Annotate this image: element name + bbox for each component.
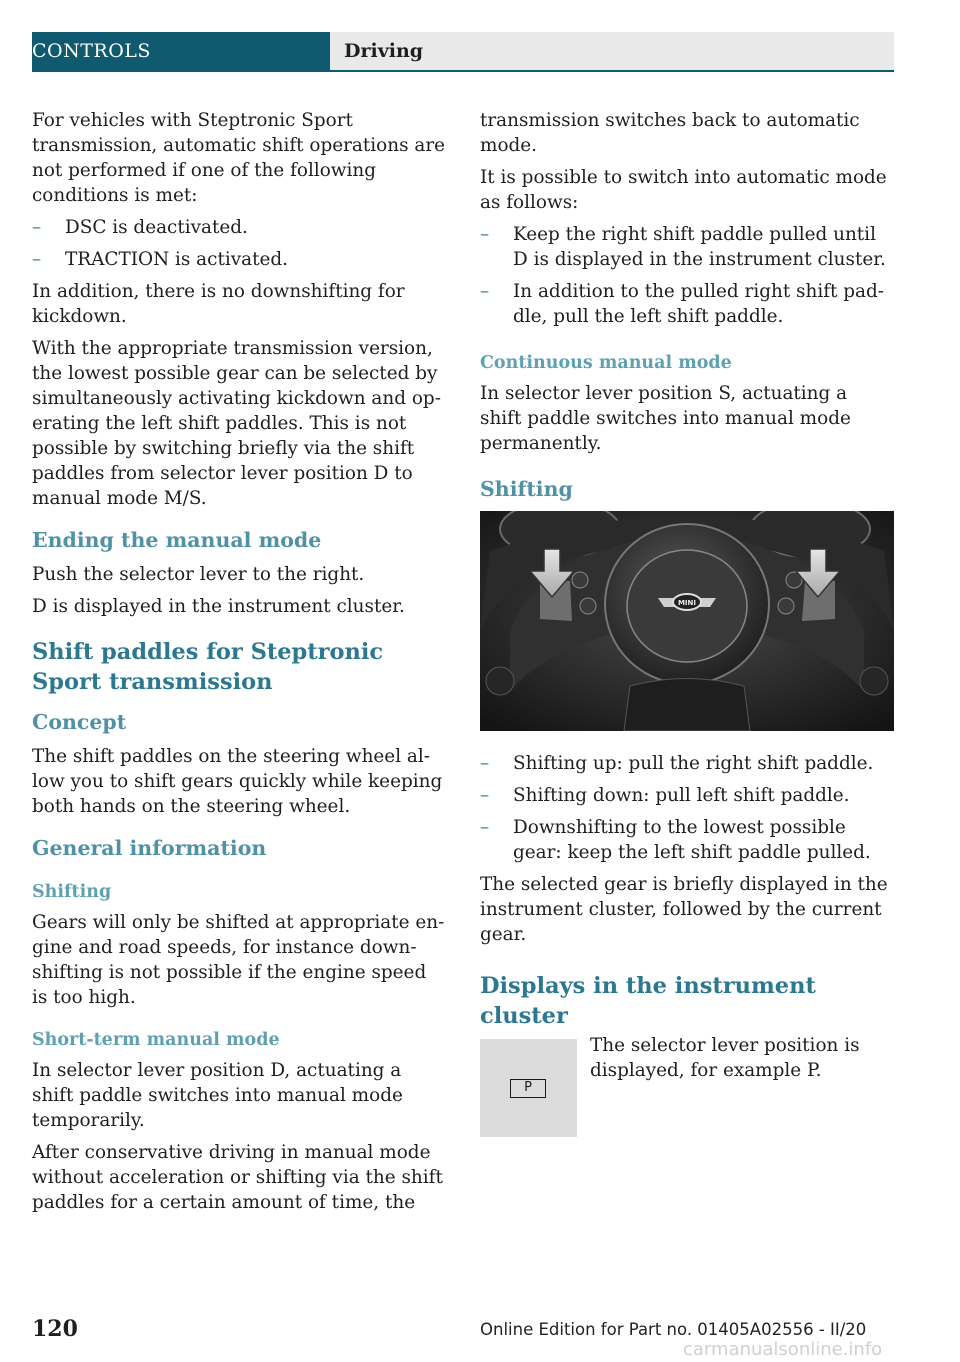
page-number: 120 bbox=[32, 1316, 78, 1342]
display-example bbox=[480, 1035, 894, 1137]
shifting-paragraph: Gears will only be shifted at appropriate engine and road speeds, for instance downshifting is not possible if the engine speed is too high. bbox=[32, 912, 445, 1008]
wheel-logo-text: MINI bbox=[677, 599, 697, 607]
heading-displays-instrument-cluster: Displays in the instrument cluster bbox=[480, 973, 816, 1029]
heading-general-information: General information bbox=[32, 836, 267, 860]
list-item: – Keep the right shift paddle pulled until D is displayed in the instrument cluster. bbox=[480, 222, 894, 272]
edition-footer: Online Edition for Part no. 01405A02556 - II/20 bbox=[480, 1320, 867, 1339]
section-label: CONTROLS bbox=[32, 40, 151, 62]
after-driving-paragraph: After conservative driving in manual mode without acceleration or shifting via the shift paddles for a certain amount of time, the bbox=[32, 1142, 443, 1213]
heading-shifting: Shifting bbox=[32, 882, 112, 902]
list-item: – In addition to the pulled right shift paddle, pull the left shift paddle. bbox=[480, 279, 894, 329]
section-tab bbox=[32, 32, 330, 70]
intro-paragraph: For vehicles with Steptronic Sport transmission, automatic shift operations are not performed if one of the following conditions is met: bbox=[32, 110, 446, 206]
steering-wheel-photo bbox=[480, 511, 894, 731]
selected-gear-paragraph: The selected gear is briefly displayed in the instrument cluster, followed by the current gear. bbox=[480, 874, 888, 945]
short-term-paragraph: In selector lever position D, actuating a shift paddle switches into manual mode temporarily. bbox=[32, 1060, 403, 1131]
shifting-list bbox=[480, 751, 894, 865]
heading-shift-paddles: Shift paddles for Steptronic Sport transmission bbox=[32, 639, 384, 695]
left-column bbox=[32, 108, 446, 1222]
heading-concept: Concept bbox=[32, 710, 127, 734]
continuation-paragraph: transmission switches back to automatic mode. bbox=[480, 110, 860, 156]
push-lever-paragraph: Push the selector lever to the right. bbox=[32, 564, 365, 585]
chapter-label: Driving bbox=[344, 40, 424, 62]
concept-paragraph: The shift paddles on the steering wheel allow you to shift gears quickly while keeping both hands on the steering wheel. bbox=[32, 746, 443, 817]
heading-continuous-manual-mode: Continuous manual mode bbox=[480, 353, 732, 373]
watermark: carmanualsonline.info bbox=[683, 1339, 883, 1360]
list-item: – DSC is deactivated. bbox=[32, 215, 446, 240]
automatic-mode-list bbox=[480, 222, 894, 329]
list-item: – Shifting up: pull the right shift paddle. bbox=[480, 751, 894, 776]
display-p-image bbox=[480, 1039, 577, 1137]
conditions-list bbox=[32, 215, 446, 272]
kickdown-paragraph: In addition, there is no downshifting for kickdown. bbox=[32, 281, 405, 327]
d-displayed-paragraph: D is displayed in the instrument cluster. bbox=[32, 596, 405, 617]
page-header bbox=[32, 32, 894, 70]
park-symbol-icon: P bbox=[510, 1079, 546, 1098]
right-column bbox=[480, 108, 894, 1137]
heading-ending-manual-mode: Ending the manual mode bbox=[32, 528, 322, 552]
header-rule bbox=[32, 70, 894, 72]
heading-short-term-manual-mode: Short-term manual mode bbox=[32, 1030, 280, 1050]
display-paragraph: The selector lever position is displayed, for example P. bbox=[590, 1035, 860, 1081]
continuous-paragraph: In selector lever position S, actuating a shift paddle switches into manual mode permanently. bbox=[480, 383, 851, 454]
heading-shifting-right: Shifting bbox=[480, 477, 573, 501]
chapter-tab bbox=[330, 32, 894, 70]
list-item: – Downshifting to the lowest possible gear: keep the left shift paddle pulled. bbox=[480, 815, 894, 865]
lowest-gear-paragraph: With the appropriate transmission version, the lowest possible gear can be selected by simultaneously activating kickdown and operating the left shift paddles. This is not possible by switching briefly via the shift paddles from selector lever position D to manual mode M/S. bbox=[32, 338, 441, 509]
switch-automatic-paragraph: It is possible to switch into automatic mode as follows: bbox=[480, 167, 887, 213]
list-item: – Shifting down: pull left shift paddle. bbox=[480, 783, 894, 808]
list-item: – TRACTION is activated. bbox=[32, 247, 446, 272]
